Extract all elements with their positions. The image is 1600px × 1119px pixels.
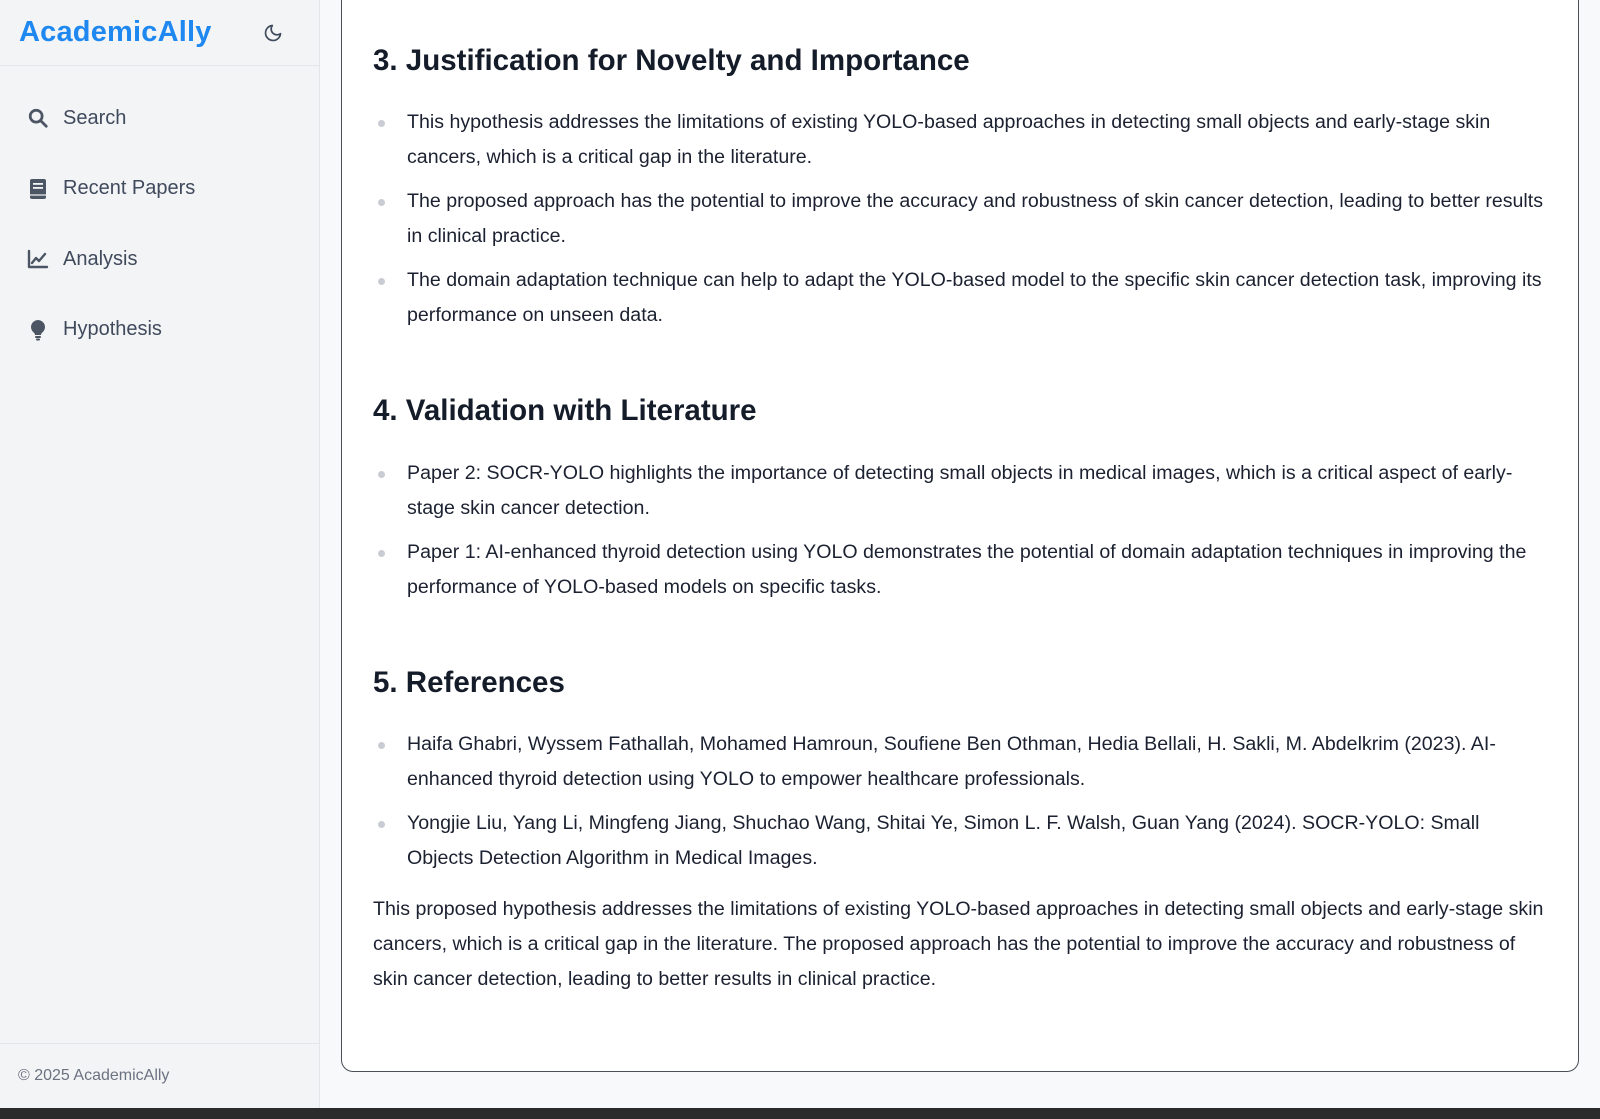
sidebar-item-recent-papers[interactable] [0,154,319,225]
list-item: Yongjie Liu, Yang Li, Mingfeng Jiang, Shuchao Wang, Shitai Ye, Simon L. F. Walsh, Guan Yang (2024). SOCR-YOLO: Small Objects Detection Algorithm in Medical Images. [373,806,1548,876]
search-icon [27,107,49,129]
sidebar-nav [0,66,319,365]
section-title-validation: 4. Validation with Literature [373,394,757,428]
lightbulb-icon [27,319,49,341]
sidebar-item-search[interactable] [0,83,319,154]
book-icon [27,178,49,200]
section-title-references: 5. References [373,665,565,699]
validation-list [373,456,1548,605]
sidebar-item-analysis[interactable] [0,224,319,295]
brand-logo[interactable]: AcademicAlly [19,16,212,48]
section-title-justification: 3. Justification for Novelty and Importance [373,44,970,77]
theme-toggle-button[interactable] [255,15,291,51]
list-item: Haifa Ghabri, Wyssem Fathallah, Mohamed Hamroun, Soufiene Ben Othman, Hedia Bellali, H. Sakli, M. Abdelkrim (2023). AI-enhanced thyroid detection using YOLO to empower healthcare professionals. [373,727,1548,797]
sidebar-item-hypothesis[interactable] [0,295,319,366]
list-item: Paper 2: SOCR-YOLO highlights the importance of detecting small objects in medical images, which is a critical aspect of early-stage skin cancer detection. [373,456,1548,526]
list-item: This hypothesis addresses the limitations of existing YOLO-based approaches in detecting small objects and early-stage skin cancers, which is a critical gap in the literature. [373,105,1548,175]
hypothesis-card [341,0,1579,1072]
sidebar-item-label: Recent Papers [63,177,196,200]
moon-icon [263,23,283,43]
list-item: The domain adaptation technique can help to adapt the YOLO-based model to the specific skin cancer detection task, improving its performance on unseen data. [373,263,1548,333]
list-item: The proposed approach has the potential to improve the accuracy and robustness of skin cancer detection, leading to better results in clinical practice. [373,184,1548,254]
sidebar-item-label: Hypothesis [63,318,162,341]
summary-paragraph: This proposed hypothesis addresses the limitations of existing YOLO-based approaches in detecting small objects and early-stage skin cancers, which is a critical gap in the literature. The proposed approach has the potential to improve the accuracy and robustness of skin cancer detection, leading to better results in clinical practice. [373,898,1544,991]
brand-row [0,0,319,66]
references-list [373,727,1548,876]
sidebar-item-label: Analysis [63,247,138,270]
sidebar [0,0,320,1108]
justification-list [373,105,1548,333]
main-content[interactable] [320,0,1600,1108]
sidebar-item-label: Search [63,106,127,129]
window-bottom-bar [0,1108,1600,1119]
list-item: Paper 1: AI-enhanced thyroid detection using YOLO demonstrates the potential of domain adaptation techniques in improving the performance of YOLO-based models on specific tasks. [373,535,1548,605]
sidebar-footer: © 2025 AcademicAlly [0,1043,319,1108]
chart-line-icon [27,248,49,270]
